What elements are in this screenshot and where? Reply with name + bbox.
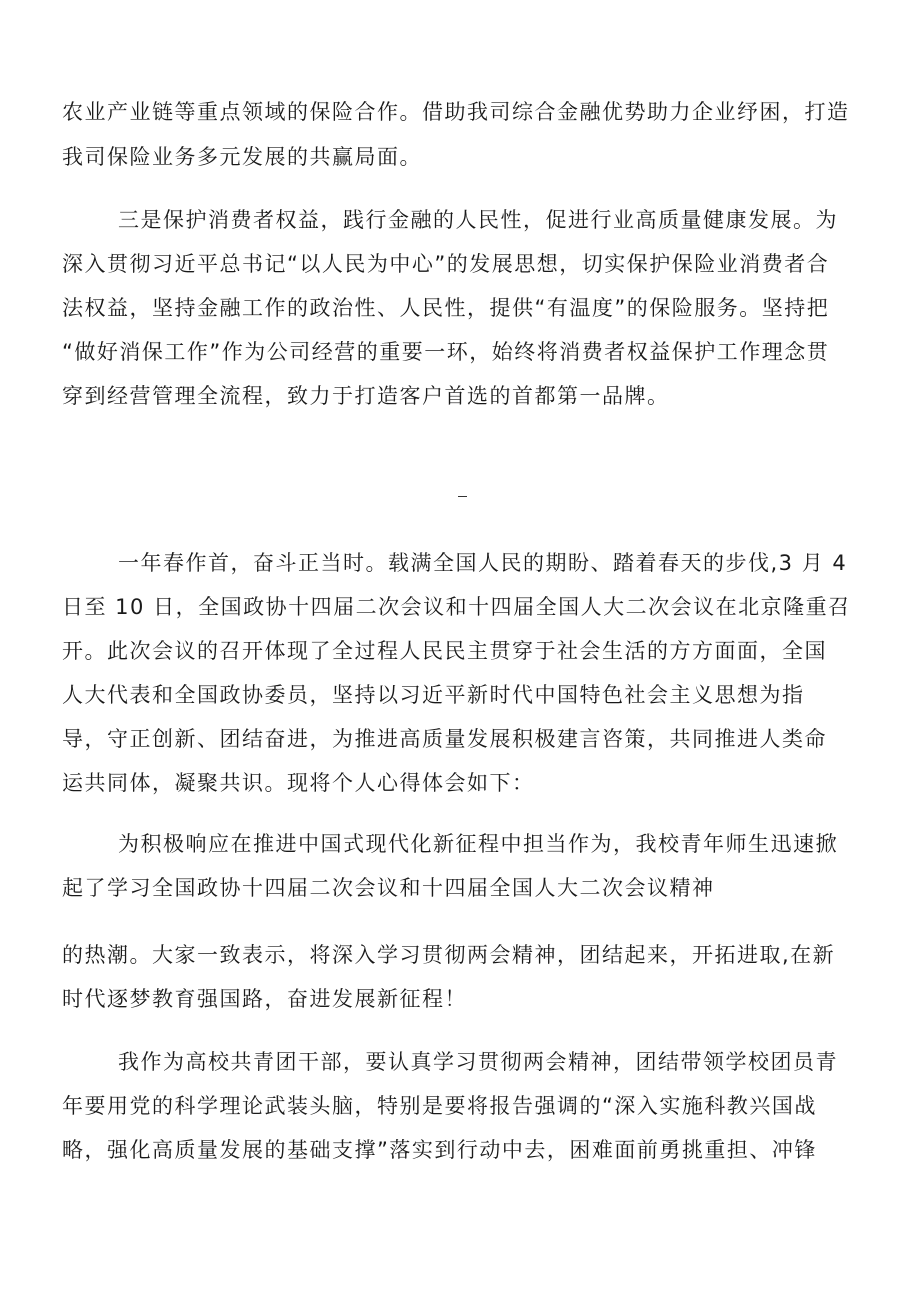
paragraph-line: 年要用党的科学理论武装头脑，特别是要将报告强调的“深入实施科教兴国战 (62, 1094, 817, 1118)
paragraph-line: 我作为高校共青团干部，要认真学习贯彻两会精神，团结带领学校团员青 (118, 1050, 838, 1074)
paragraph-line: 为积极响应在推进中国式现代化新征程中担当作为，我校青年师生迅速掀 (118, 832, 838, 856)
paragraph-line: 的热潮。大家一致表示，将深入学习贯彻两会精神，团结起来，开拓进取,在新 (62, 943, 836, 967)
paragraph-line: 运共同体，凝聚共识。现将个人心得体会如下： (62, 771, 535, 795)
paragraph-line: 农业产业链等重点领域的保险合作。借助我司综合金融优势助力企业纾困，打造 (62, 100, 850, 124)
paragraph-line: 时代逐梦教育强国路，奋进发展新征程！ (62, 987, 467, 1011)
paragraph-line: 法权益，坚持金融工作的政治性、人民性，提供“有温度”的保险服务。坚持把 (62, 296, 830, 320)
paragraph-line: 穿到经营管理全流程，致力于打造客户首选的首都第一品牌。 (62, 384, 670, 408)
paragraph-line: 日至 10 日，全国政协十四届二次会议和十四届全国人大二次会议在北京隆重召 (62, 595, 851, 619)
paragraph-line: 深入贯彻习近平总书记“以人民为中心”的发展思想，切实保护保险业消费者合 (62, 252, 830, 276)
paragraph-line: 三是保护消费者权益，践行金融的人民性，促进行业高质量健康发展。为 (118, 208, 838, 232)
paragraph-line: 我司保险业务多元发展的共赢局面。 (62, 145, 422, 169)
paragraph-line: “做好消保工作”作为公司经营的重要一环，始终将消费者权益保护工作理念贯 (62, 340, 830, 364)
paragraph-line: 开。此次会议的召开体现了全过程人民民主贯穿于社会生活的方方面面，全国 (62, 639, 827, 663)
paragraph-line: 起了学习全国政协十四届二次会议和十四届全国人大二次会议精神 (62, 876, 715, 900)
paragraph-line: 导，守正创新、团结奋进，为推进高质量发展积极建言咨策，共同推进人类命 (62, 727, 827, 751)
section-divider (458, 496, 467, 497)
paragraph-line: 人大代表和全国政协委员，坚持以习近平新时代中国特色社会主义思想为指 (62, 683, 805, 707)
paragraph-line: 略，强化高质量发展的基础支撑”落实到行动中去，困难面前勇挑重担、冲锋 (62, 1138, 817, 1162)
paragraph-line: 一年春作首，奋斗正当时。载满全国人民的期盼、踏着春天的步伐,3 月 4 (118, 551, 848, 575)
